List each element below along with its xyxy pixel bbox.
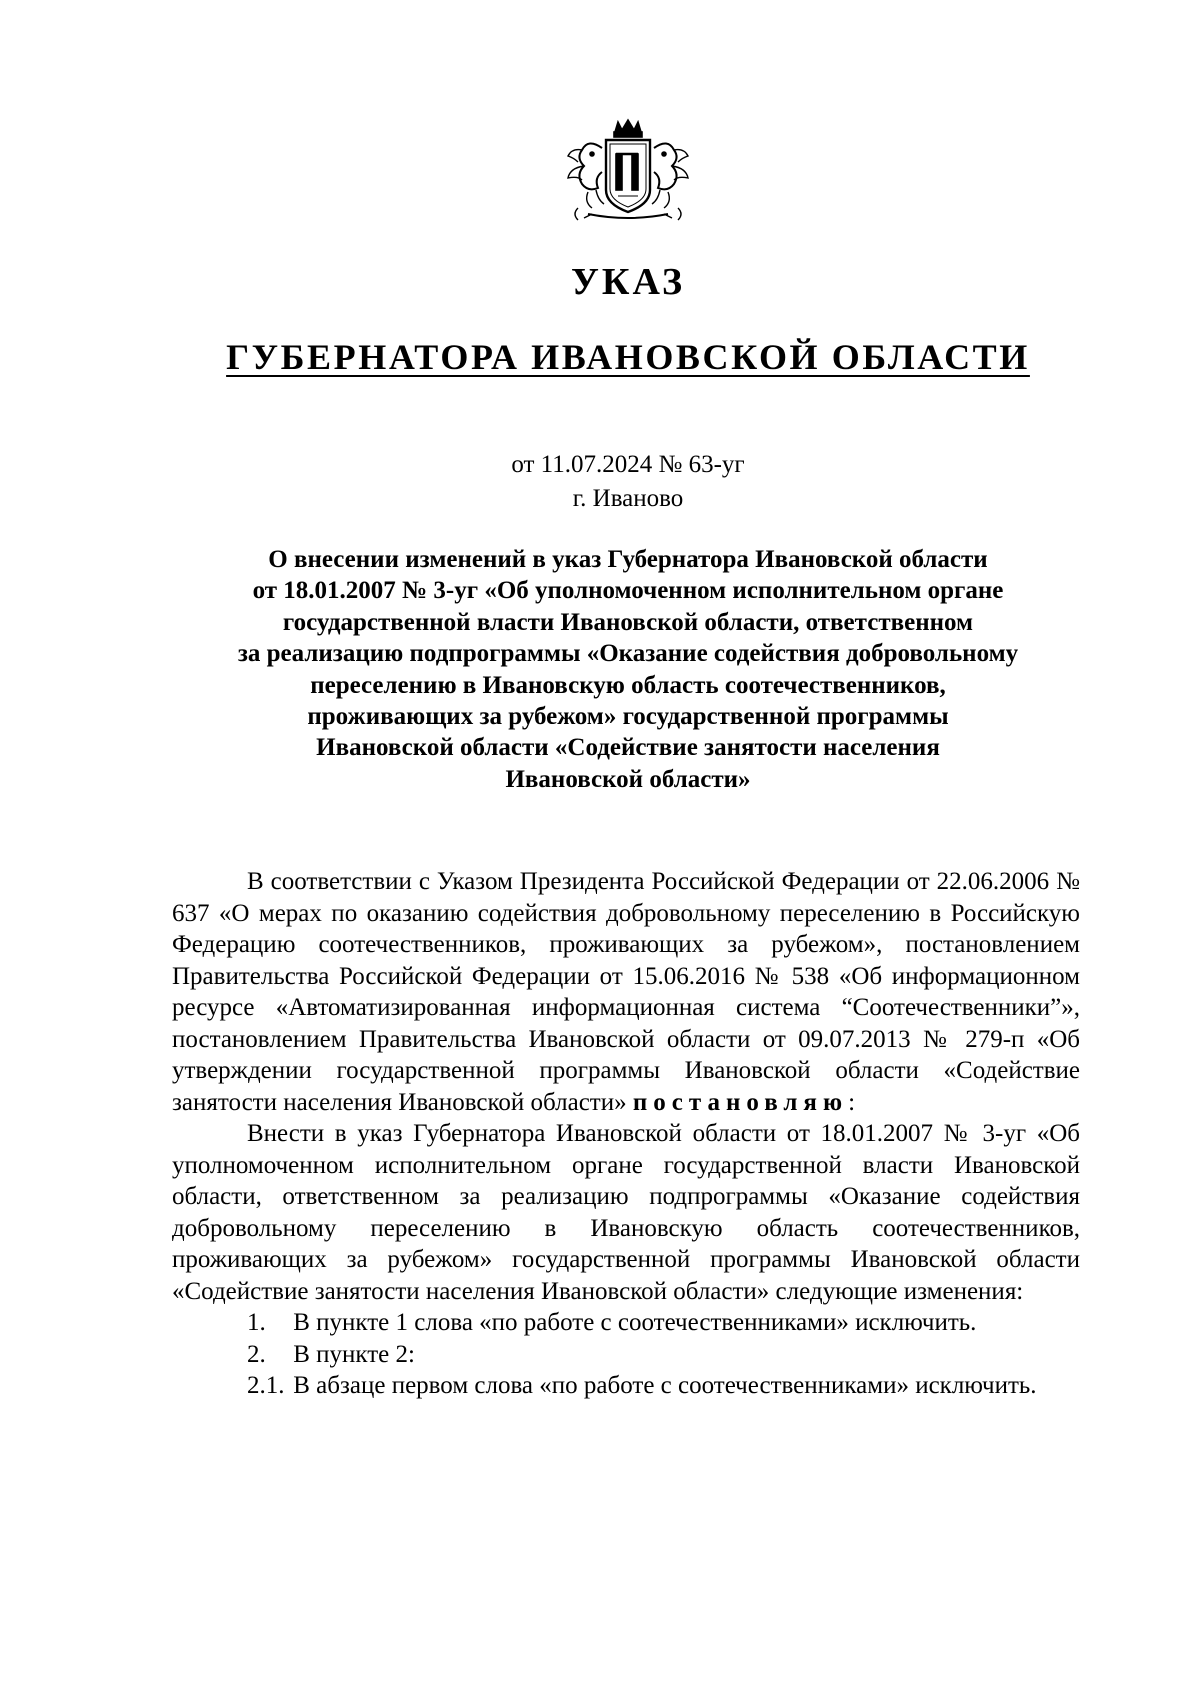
city-line: г. Иваново xyxy=(572,485,684,512)
item-text: В пункте 1 слова «по работе с соотечественниками» исключить. xyxy=(293,1309,977,1336)
document-title: УКАЗ xyxy=(571,261,685,303)
decree-colon: : xyxy=(848,1088,856,1116)
date-number-line: от 11.07.2024 № 63-уг xyxy=(511,451,745,478)
preamble-paragraph xyxy=(172,866,1080,1118)
item-text: В пункте 2: xyxy=(293,1340,415,1368)
heading-line: Ивановской области «Содействие занятости населения xyxy=(316,734,940,762)
intro-paragraph: Внести в указ Губернатора Ивановской области от 18.01.2007 № 3-уг «Об уполномоченном исполнительном органе государственной власти Ивановской области, ответственном за реализацию подпрограммы «Оказание содействия добровольному переселению в Ивановскую область соотечественников, проживающих за рубежом» государственной программы Ивановской области «Содействие занятости населения Ивановской области» следующие изменения: xyxy=(172,1120,1080,1305)
issuer-name: ГУБЕРНАТОРА ИВАНОВСКОЙ ОБЛАСТИ xyxy=(226,337,1030,377)
heading-line: переселению в Ивановскую область соотечественников, xyxy=(310,671,946,699)
heading-line: за реализацию подпрограммы «Оказание содействия добровольному xyxy=(237,640,1019,668)
item-number: 1. xyxy=(247,1309,266,1336)
document-heading xyxy=(0,544,1200,795)
item-text: В абзаце первом слова «по работе с соотечественниками» исключить. xyxy=(293,1372,1037,1399)
coat-of-arms-icon xyxy=(558,118,698,228)
item-number: 2.1. xyxy=(247,1372,285,1399)
heading-line: О внесении изменений в указ Губернатора Ивановской области xyxy=(268,546,988,573)
list-item xyxy=(172,1370,1080,1402)
document-body xyxy=(172,866,1080,1402)
list-item xyxy=(172,1307,1080,1339)
heading-line: государственной власти Ивановской области, ответственном xyxy=(282,608,974,636)
decree-word: постановляю xyxy=(632,1088,849,1116)
preamble-text: В соответствии с Указом Президента Российской Федерации от 22.06.2006 № 637 «О мерах по оказанию содействия добровольному переселению в Российскую Федерацию соотечественников, проживающих за рубежом», постановлением Правительства Российской Федерации от 15.06.2016 № 538 «Об информационном ресурсе «Автоматизированная информационная система “Соотечественники”», постановлением Правительства Ивановской области от 09.07.2013 № 279-п «Об утверждении государственной программы Ивановской области «Содействие занятости населения Ивановской области» xyxy=(172,868,1080,1116)
heading-line: проживающих за рубежом» государственной программы xyxy=(307,703,949,731)
document-subtitle xyxy=(0,337,1200,377)
item-number: 2. xyxy=(247,1340,266,1368)
list-item xyxy=(172,1339,1080,1371)
heading-line: от 18.01.2007 № 3-уг «Об уполномоченном исполнительном органе xyxy=(252,577,1004,605)
document-meta xyxy=(0,448,1200,516)
heading-line: Ивановской области» xyxy=(505,765,751,793)
